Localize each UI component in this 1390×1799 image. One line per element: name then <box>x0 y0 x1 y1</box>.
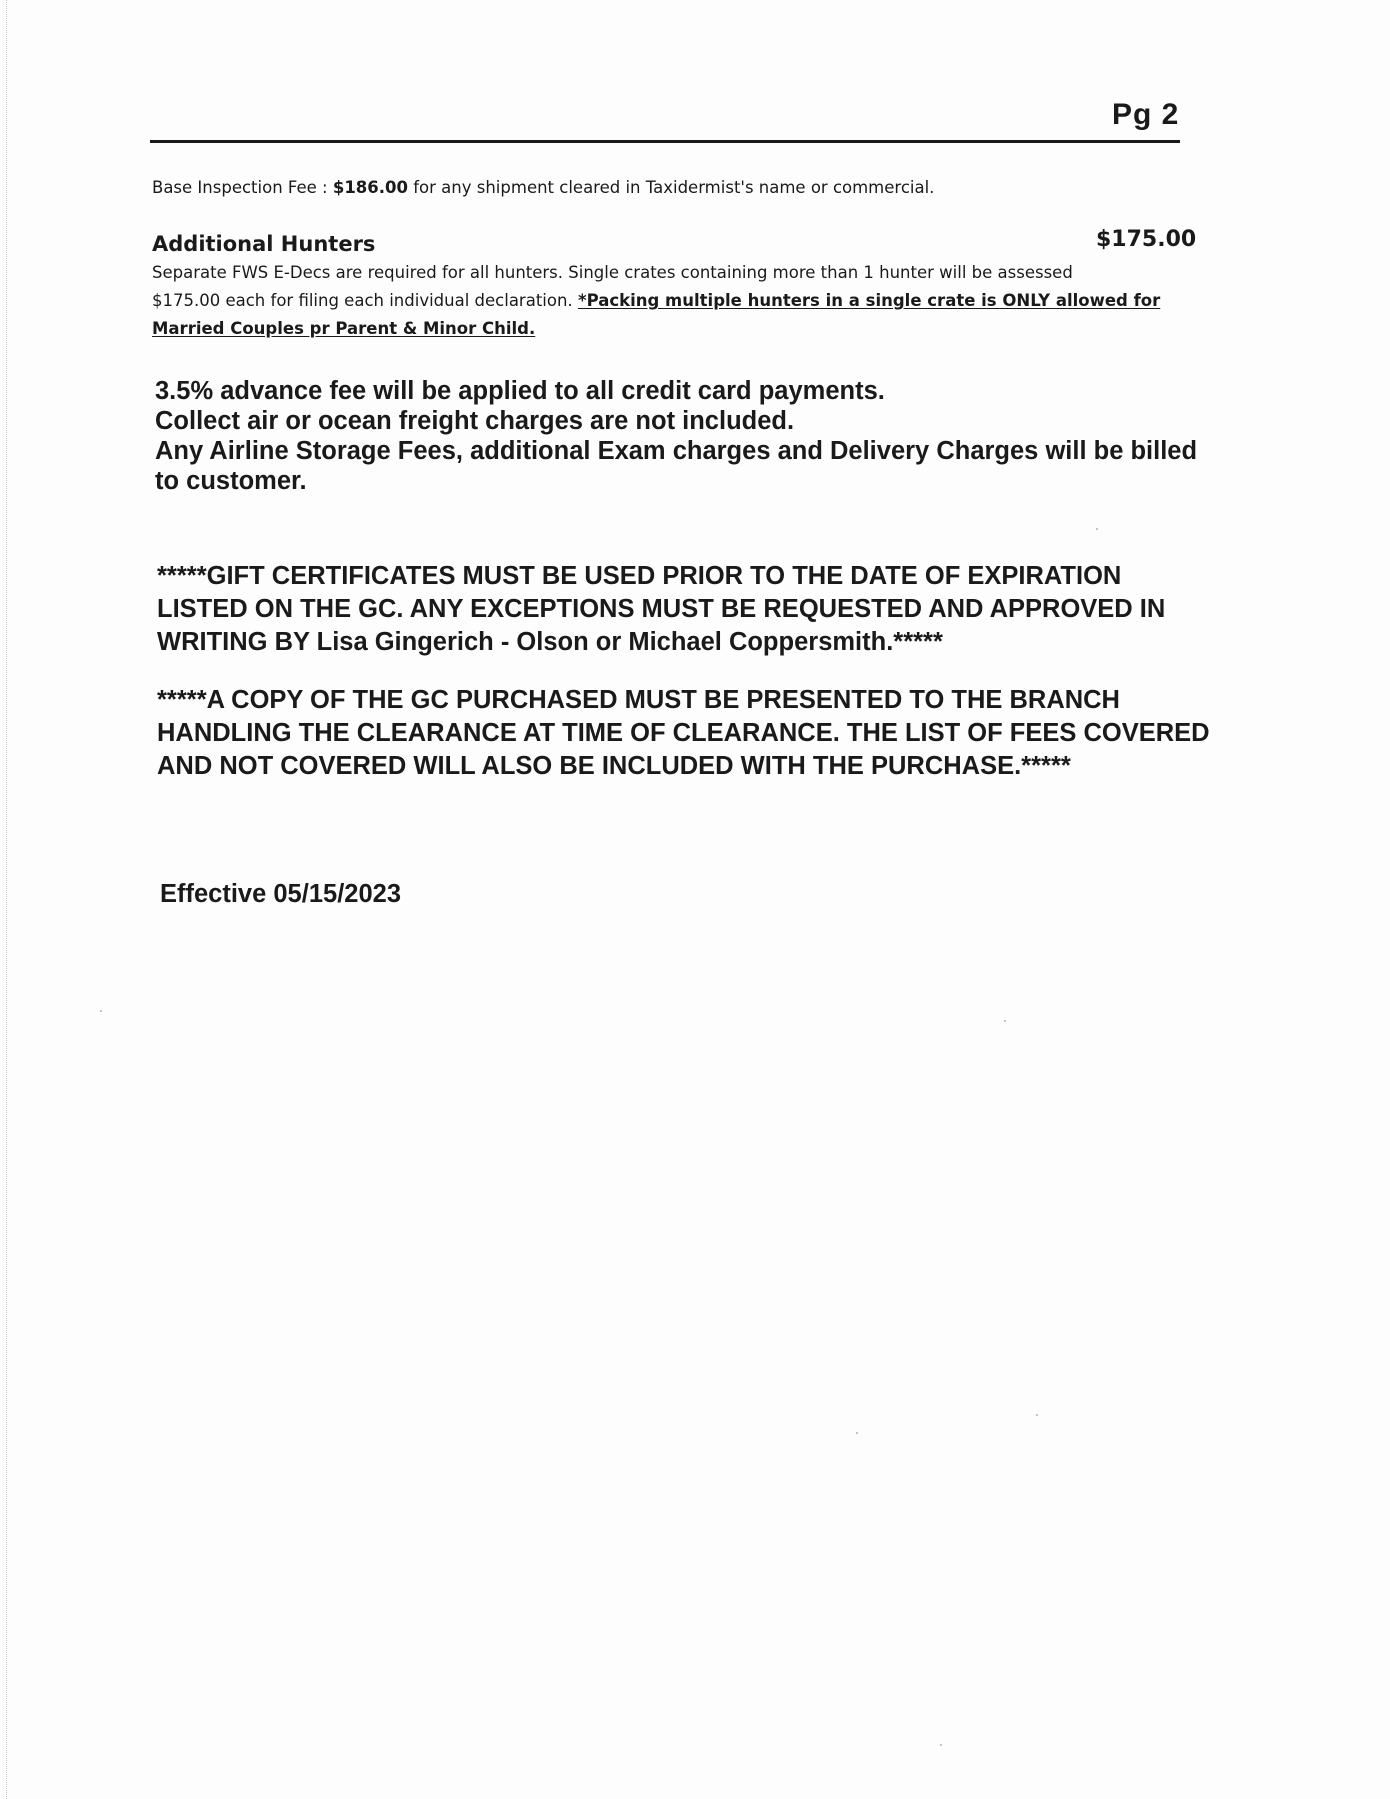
scan-edge <box>6 0 8 1799</box>
gift-certificate-notice: *****GIFT CERTIFICATES MUST BE USED PRIOR TO THE DATE OF EXPIRATION LISTED ON THE GC. ANY EXCEPTIONS MUST BE REQUESTED AND APPROVED IN WRITING BY Lisa Gingerich - Olson or Michael Coppersmith.***** <box>157 562 1166 656</box>
fee-notes <box>155 376 1205 496</box>
base-fee-amount: $186.00 <box>332 178 408 197</box>
note-credit-card: 3.5% advance fee will be applied to all credit card payments. <box>155 377 885 405</box>
effective-date: Effective 05/15/2023 <box>160 880 402 908</box>
additional-hunters-title: Additional Hunters <box>152 232 376 256</box>
scan-speck <box>940 1744 942 1746</box>
page-number: Pg 2 <box>1112 98 1180 131</box>
scan-speck <box>1096 528 1098 530</box>
scan-speck <box>1036 1414 1038 1416</box>
hunters-desc-line2-text: $175.00 each for filing each individual declaration. <box>152 291 578 310</box>
hunters-policy-part1: *Packing multiple hunters in a single crate is ONLY allowed for <box>577 291 1161 310</box>
gc-copy-notice: *****A COPY OF THE GC PURCHASED MUST BE PRESENTED TO THE BRANCH HANDLING THE CLEARANCE AT TIME OF CLEARANCE. THE LIST OF FEES COVERED AND NOT COVERED WILL ALSO BE INCLUDED WITH THE PURCHASE.***** <box>157 686 1210 780</box>
base-fee-label: Base Inspection Fee : <box>152 178 333 197</box>
header-rule <box>150 140 1180 143</box>
note-storage-fees: Any Airline Storage Fees, additional Exam charges and Delivery Charges will be billed to customer. <box>155 437 1198 495</box>
scan-speck <box>1004 1020 1006 1022</box>
scan-speck <box>100 1010 102 1012</box>
note-freight: Collect air or ocean freight charges are not included. <box>155 407 795 435</box>
hunters-desc-line3 <box>152 315 1212 343</box>
additional-hunters-price: $175.00 <box>1096 227 1197 252</box>
base-fee-suffix: for any shipment cleared in Taxidermist's name or commercial. <box>408 178 935 197</box>
additional-hunters-description <box>152 259 1212 343</box>
hunters-policy-part2: Married Couples pr Parent & Minor Child. <box>152 319 536 338</box>
hunters-desc-line1: Separate FWS E-Decs are required for all hunters. Single crates containing more than 1 hunter will be assessed <box>152 263 1073 282</box>
base-inspection-fee <box>152 174 1202 202</box>
scan-speck <box>856 1432 858 1434</box>
hunters-desc-line2 <box>152 287 1212 315</box>
